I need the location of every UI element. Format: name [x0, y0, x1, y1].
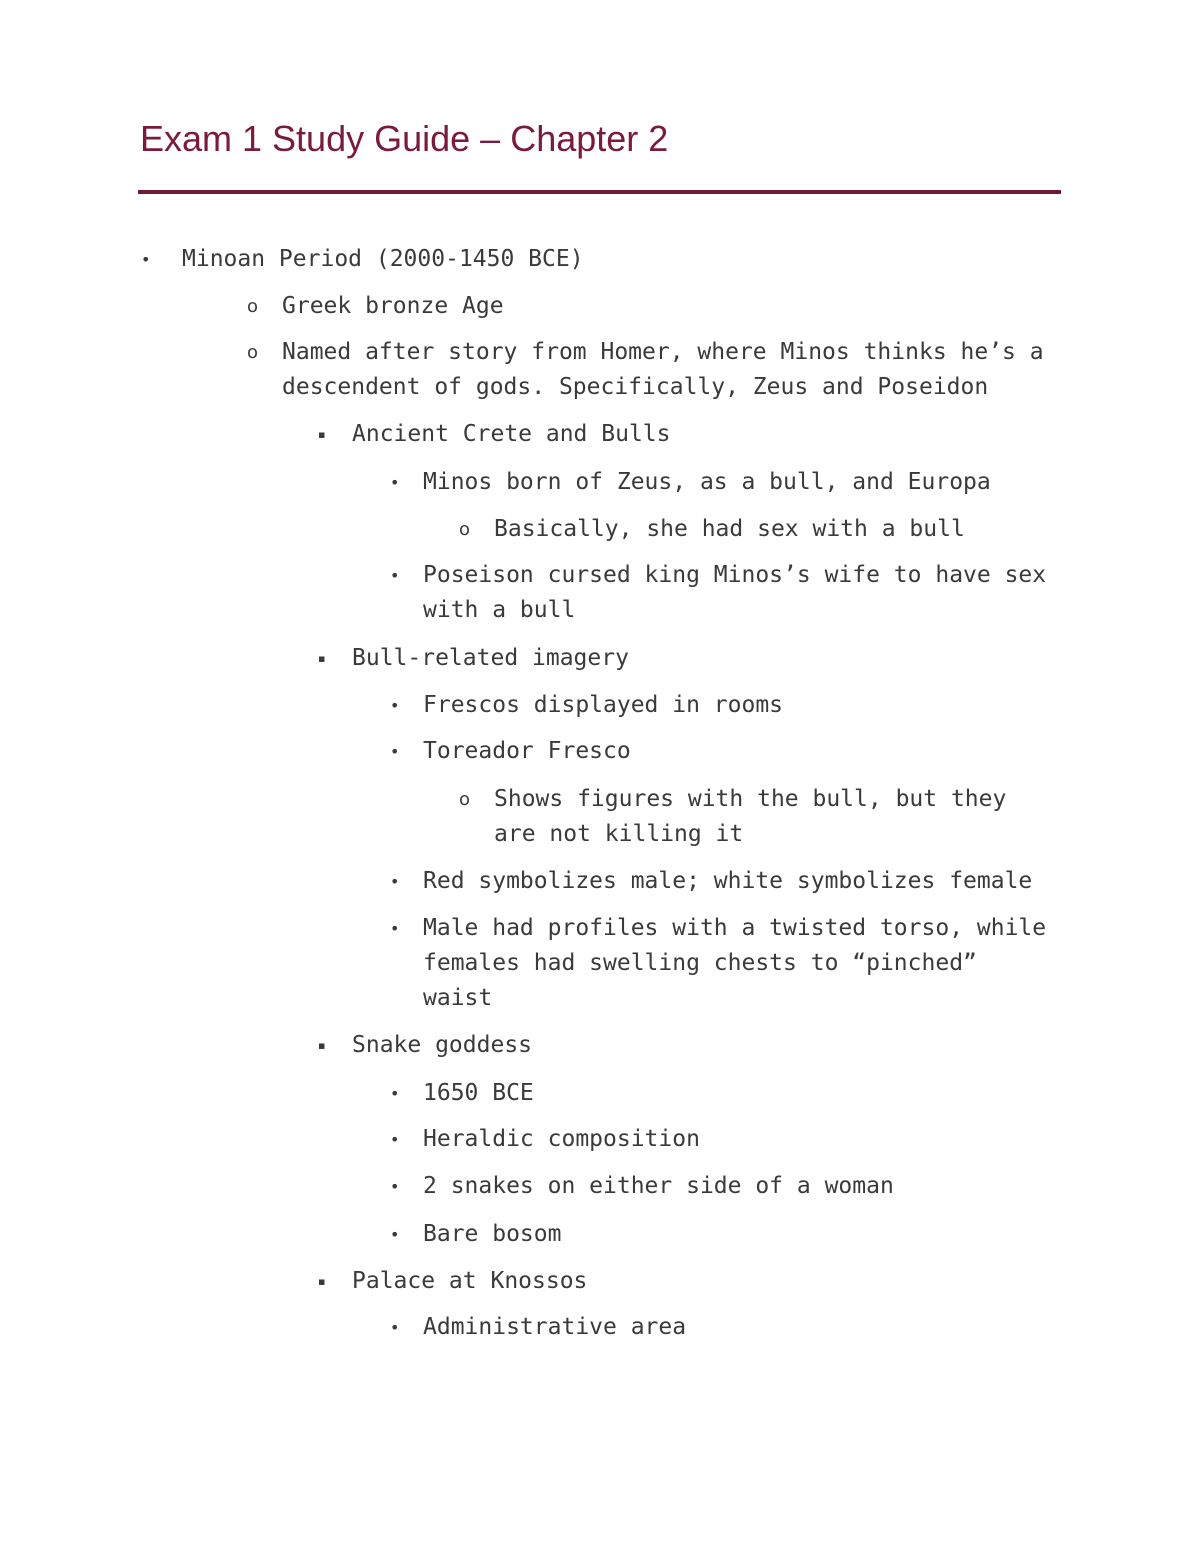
- bullet-square: ▪: [318, 652, 326, 665]
- list-item-named-after-line-1: Named after story from Homer, where Minos thinks he’s a: [282, 339, 1044, 365]
- bullet-circle: o: [459, 789, 471, 810]
- bullet-disc: •: [390, 566, 400, 585]
- bullet-disc: •: [390, 1177, 400, 1196]
- list-item-bull-imagery: Bull-related imagery: [352, 645, 629, 671]
- list-item-red-symbolizes: Red symbolizes male; white symbolizes female: [423, 868, 1033, 894]
- title-underline: [138, 190, 1061, 194]
- bullet-disc: •: [390, 1130, 400, 1149]
- bullet-disc: •: [390, 696, 400, 715]
- bullet-disc: •: [390, 872, 400, 891]
- list-item-shows-figures-line-1: Shows figures with the bull, but they: [494, 786, 1007, 812]
- bullet-square: ▪: [318, 1275, 326, 1288]
- bullet-disc: •: [390, 919, 400, 938]
- list-item-minoan-period: Minoan Period (2000-1450 BCE): [182, 246, 584, 272]
- list-item-shows-figures-line-2: are not killing it: [494, 821, 744, 847]
- list-item-greek-bronze-age: Greek bronze Age: [282, 293, 504, 319]
- list-item-male-profiles-line-1: Male had profiles with a twisted torso, while: [423, 915, 1047, 941]
- list-item-frescos: Frescos displayed in rooms: [423, 692, 784, 718]
- bullet-circle: o: [247, 342, 259, 363]
- list-item-snake-goddess: Snake goddess: [352, 1032, 533, 1058]
- document-title: Exam 1 Study Guide – Chapter 2: [140, 118, 669, 159]
- bullet-disc: •: [390, 742, 400, 761]
- list-item-basically: Basically, she had sex with a bull: [494, 516, 965, 542]
- list-item-1650-bce: 1650 BCE: [423, 1080, 534, 1106]
- bullet-circle: o: [247, 296, 259, 317]
- list-item-named-after-line-2: descendent of gods. Specifically, Zeus and Poseidon: [282, 374, 989, 400]
- bullet-disc: •: [390, 1084, 400, 1103]
- bullet-square: ▪: [318, 1039, 326, 1052]
- bullet-disc: •: [390, 1318, 400, 1337]
- list-item-palace: Palace at Knossos: [352, 1268, 588, 1294]
- list-item-ancient-crete: Ancient Crete and Bulls: [352, 421, 671, 447]
- list-item-minos-born: Minos born of Zeus, as a bull, and Europa: [423, 469, 991, 495]
- list-item-poseison-line-1: Poseison cursed king Minos’s wife to have sex: [423, 562, 1047, 588]
- list-item-heraldic: Heraldic composition: [423, 1126, 700, 1152]
- list-item-toreador: Toreador Fresco: [423, 738, 631, 764]
- bullet-disc: •: [141, 250, 151, 269]
- list-item-male-profiles-line-2: females had swelling chests to “pinched”: [423, 950, 977, 976]
- bullet-disc: •: [390, 473, 400, 492]
- list-item-male-profiles-line-3: waist: [423, 985, 493, 1011]
- list-item-poseison-line-2: with a bull: [423, 597, 576, 623]
- list-item-bare-bosom: Bare bosom: [423, 1221, 562, 1247]
- bullet-disc: •: [390, 1225, 400, 1244]
- bullet-square: ▪: [318, 428, 326, 441]
- list-item-two-snakes: 2 snakes on either side of a woman: [423, 1173, 894, 1199]
- list-item-administrative: Administrative area: [423, 1314, 687, 1340]
- bullet-circle: o: [459, 519, 471, 540]
